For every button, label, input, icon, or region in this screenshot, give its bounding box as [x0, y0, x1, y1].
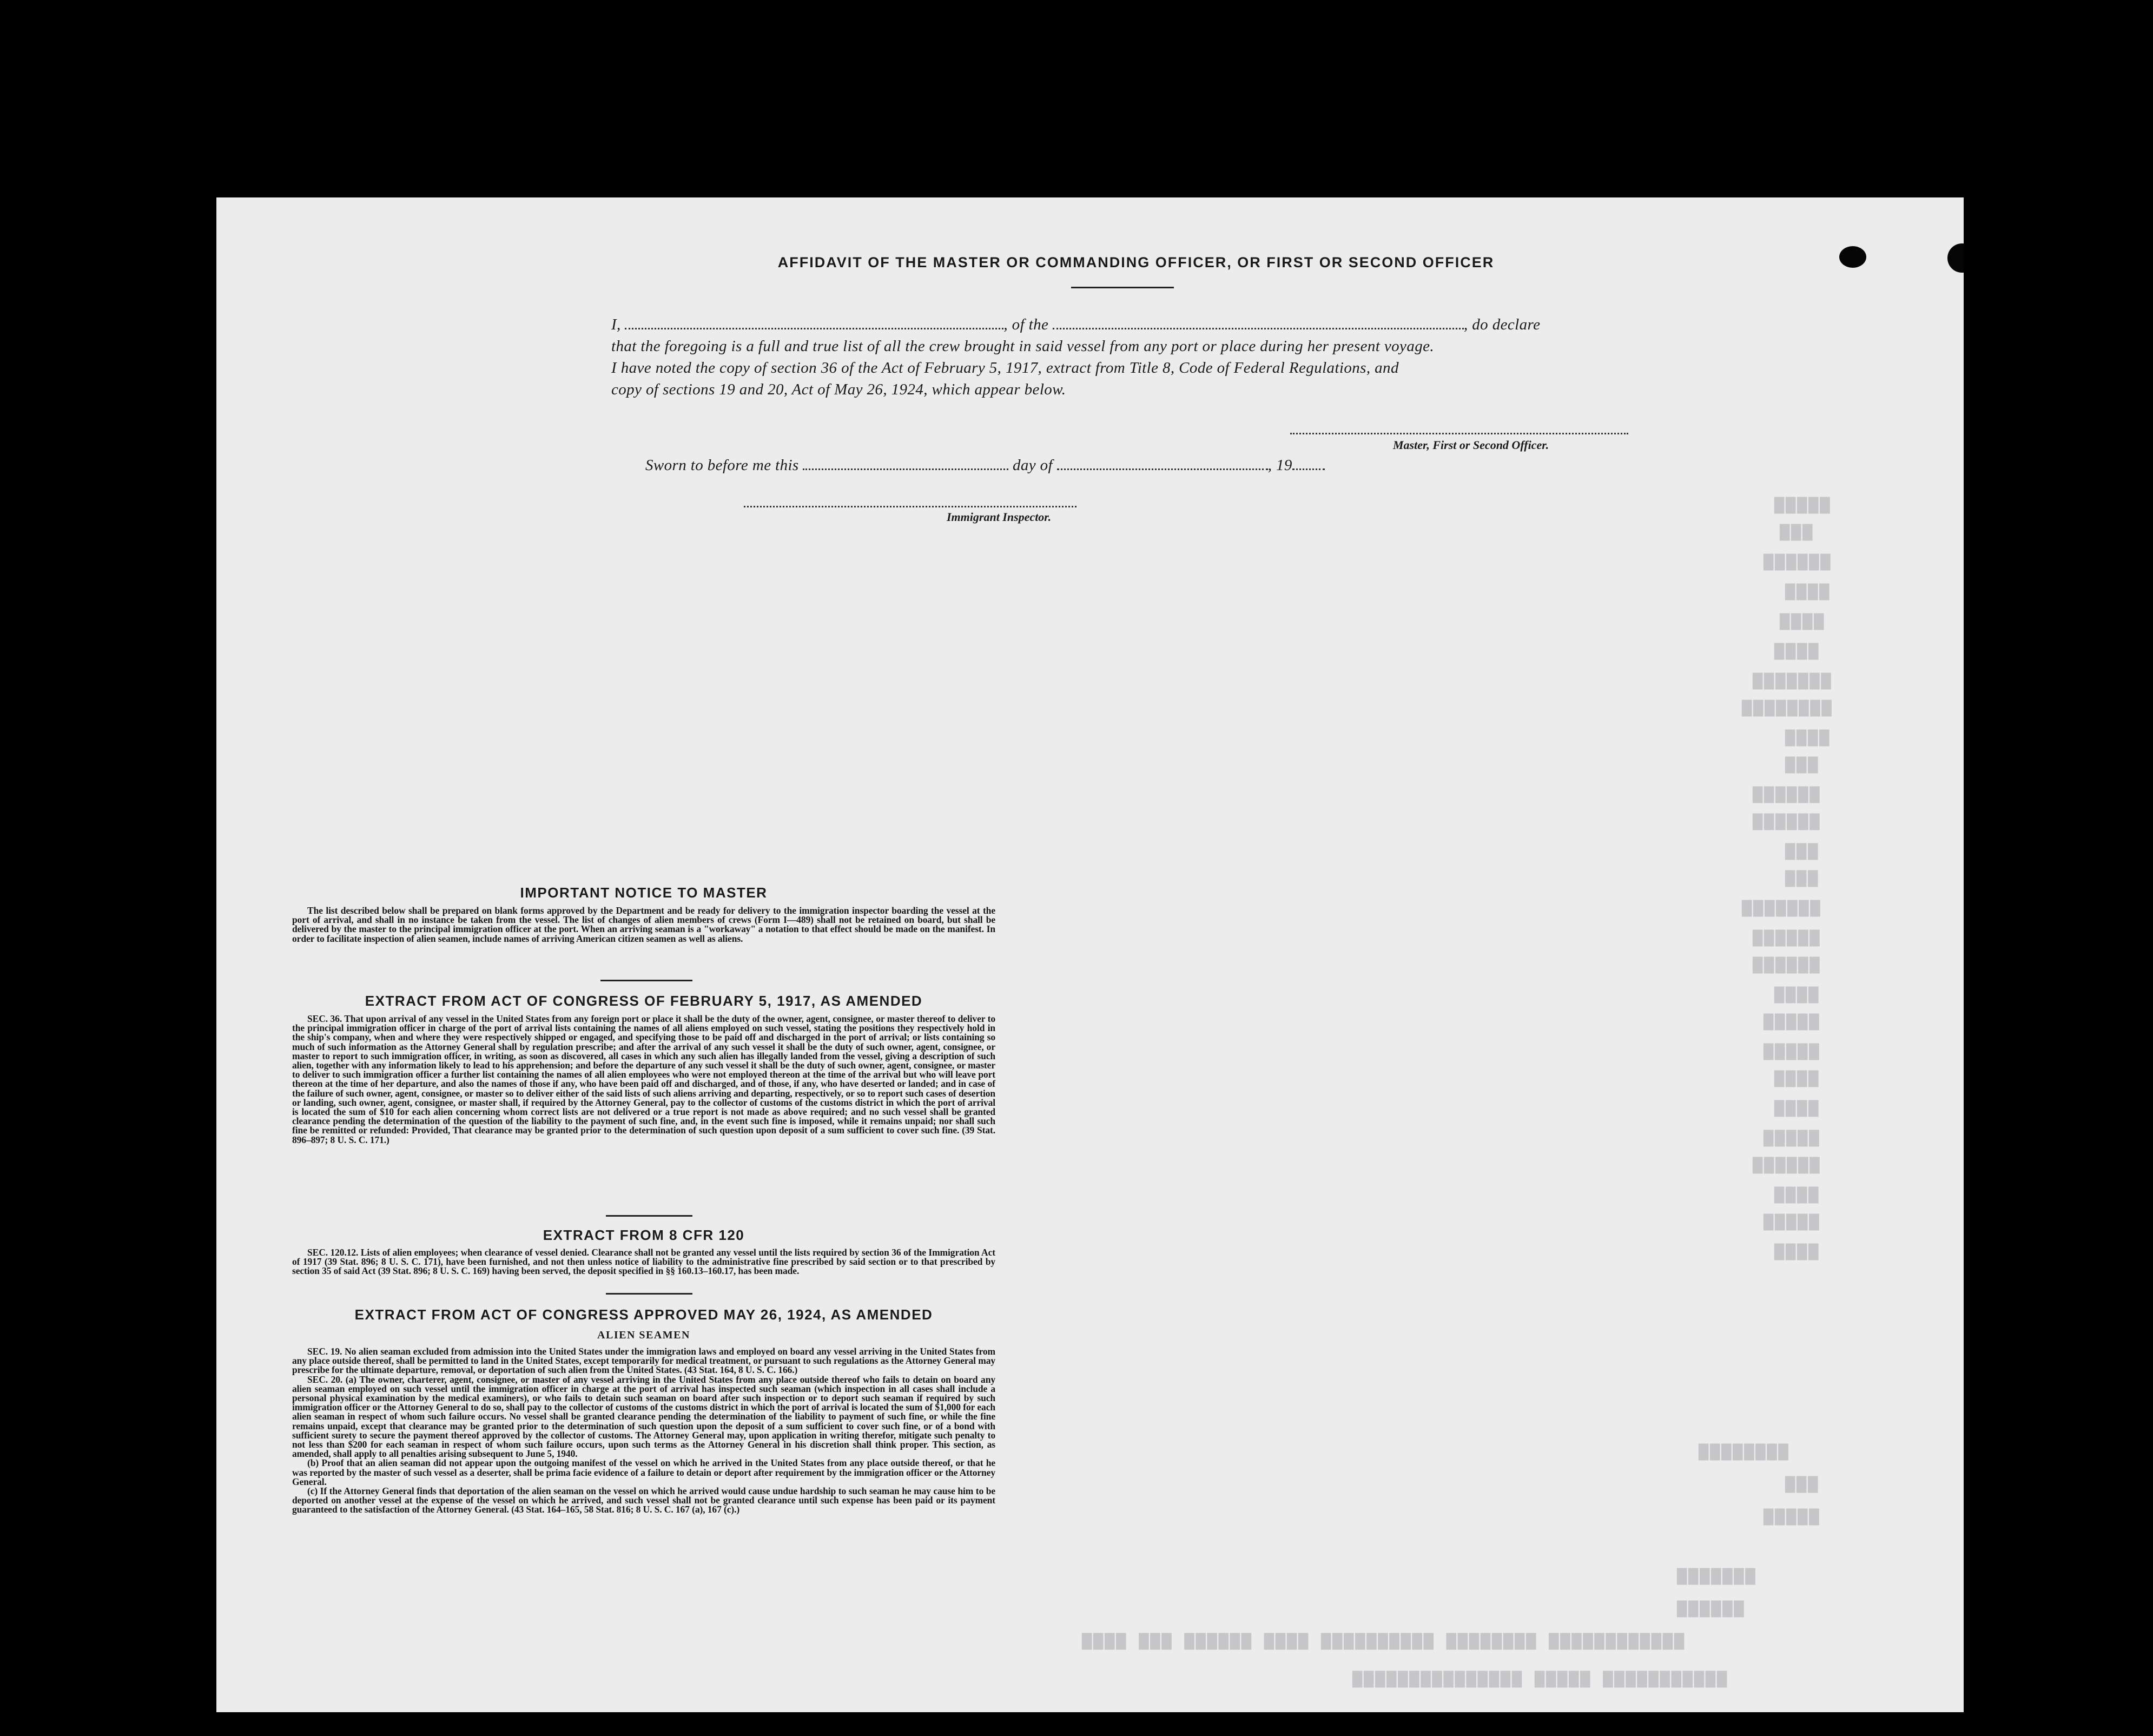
inspector-caption: Immigrant Inspector. — [947, 510, 1052, 524]
sworn-day: day of — [1012, 457, 1053, 474]
sworn-prefix: Sworn to before me this — [645, 457, 799, 474]
extract-1917-rule — [606, 1215, 692, 1217]
vessel-blank — [1053, 316, 1464, 329]
affidavit-title: AFFIDAVIT OF THE MASTER OR COMMANDING OFFICER, OR FIRST OR SECOND OFFICER — [777, 254, 1495, 270]
affidavit-i: I, — [611, 316, 621, 333]
section-19: SEC. 19. No alien seaman excluded from admission into the United States under the immigration laws and employed on board any vessel arriving in the United States from any place outside thereof, shall be permitted to land in the United States, except temporarily for medical treatment, or pursuant to such regulations as the Attorney General may prescribe for the ultimate departure, removal, or deportation of such alien from the United States. (43 Stat. 164, 8 U. S. C. 166.) — [292, 1346, 995, 1376]
sworn-line — [645, 454, 1325, 476]
section-20c: (c) If the Attorney General finds that deportation of the alien seaman on the vessel on which he arrived would cause undue hardship to such seaman he may cause him to be deported on another vessel at the expense of the vessel on which he arrived, and such vessel shall not be granted clearance until such expense has been paid or its payment guaranteed to the satisfaction of the Attorney General. (43 Stat. 164–165, 58 Stat. 816; 8 U. S. C. 167 (a), 167 (c).) — [292, 1486, 995, 1515]
document-page: ▇▇▇▇▇ ▇▇▇ ▇▇▇▇▇▇ ▇▇▇▇ ▇▇▇▇ ▇▇▇▇ ▇▇▇▇▇▇▇ ▇▇▇▇▇▇▇▇ ▇▇▇▇ ▇▇▇ ▇▇▇▇▇▇ ▇▇▇▇▇▇ ▇▇▇ ▇▇▇ ▇▇▇▇▇▇▇ ▇▇▇▇▇▇ ▇▇▇▇▇▇ ▇▇▇▇ ▇▇▇▇▇ ▇▇▇▇▇ ▇▇▇▇ ▇▇▇▇ ▇▇▇▇▇ ▇▇▇▇▇▇ ▇▇▇▇ ▇▇▇▇▇ ▇▇▇▇ ▇▇▇▇▇▇▇▇ ▇▇▇ ▇▇▇▇▇ ▇▇▇▇▇▇▇ ▇▇▇▇▇▇ ▇▇▇▇ ▇▇▇ ▇▇▇▇▇▇ ▇▇▇▇ ▇▇▇▇▇▇▇▇▇▇ ▇▇▇▇▇▇▇▇ ▇▇▇▇▇▇▇▇▇▇▇▇ ▇▇▇▇▇▇▇▇▇▇▇▇▇▇▇ ▇▇▇▇▇ ▇▇▇▇▇▇▇▇▇▇▇ AFFIDAVIT OF THE MASTER OR COMMANDING OFFICER, OR FIRST OR SECOND OFFICER I, , of the , do declare that the foregoing is a full and true list of all the crew brought in said vessel from any port or place during her present voyage. I have noted the copy of section 36 of the Act of February 5, 1917, extract from Title 8, Code of Federal Regulations, and copy of sections 19 and 20, Act of May 26, 1924, which appear below. Master, First or Second Officer. Sworn to before me this day of , 19 Immigrant Inspector. IMPORTANT NOTICE TO MASTER The list described below shall be prepared on blank forms approved by the Department and be ready for delivery to the immigration inspector boarding the vessel at the port of arrival, and shall in no instance be taken from the vessel. The list of changes of alien members of crews (Form I—489) shall not be retained on board, but shall be delivered by the master to the principal immigration officer at the port. When an arriving seaman is a "workaway" a notation to that effect should be made on the manifest. In order to facilitate inspection of alien seamen, include names of arriving American citizen seamen as well as aliens. EXTRACT FROM ACT OF CONGRESS OF FEBRUARY 5, 1917, AS AMENDED SEC. 36. That upon arrival of any vessel in the United States from any foreign port or place it shall be the duty of the owner, agent, consignee, or master thereof to deliver to the principal immigration officer in charge of the port of arrival lists containing the names of all aliens employed on such vessel, stating the positions they respectively hold in the ship's company, when and where they were respectively shipped or engaged, and specifying those to be paid off and discharged in the port of arrival; or lists containing so much of such information as the Attorney General shall by regulation prescribe; and after the arrival of any such vessel it shall be the duty of such owner, agent, consignee, or master to report to such immigration officer, in writing, as soon as discovered, all cases in which any such alien has illegally landed from the vessel, giving a description of such alien, together with any information likely to lead to his apprehension; and before the departure of any such vessel it shall be the duty of such owner, agent, consignee, or master to deliver to such immigration officer a further list containing the names of all alien employees who were not employed thereon at the time of the arrival but who will leave port thereon at the time of her departure, and also the names of those if any, who have been paid off and discharged, and of those, if any, who have deserted or landed; and in case of the failure of such owner, agent, consignee, or master so to deliver either of the said lists of such aliens arriving and departing, respectively, or so to report such cases of desertion or landing, such owner, agent, consignee, or master shall, if required by the Attorney General, pay to the collector of customs of the customs district in which the port of arrival is located the sum of $10 for each alien concerning whom correct lists are not delivered or a true report is not made as above required; and no such vessel shall be granted clearance pending the determination of the question of the liability to the payment of such fine, and, in the event such fine is imposed, while it remains unpaid; nor shall such fine be remitted or refunded: Provided, That clearance may be granted prior to the determination of such question upon deposit of a sum sufficient to cover such fine. (39 Stat. 896–897; 8 U. S. C. 171.) EXTRACT FROM 8 CFR 120 SEC. 120.12. Lists of alien employees; when clearance of vessel denied. Clearance shall not be granted any vessel until the lists required by section 36 of the Immigration Act of 1917 (39 Stat. 896; 8 U. S. C. 171), have been furnished, and not then unless notice of liability to the administrative fine prescribed by said section or to that prescribed by section 35 of said Act (39 Stat. 896; 8 U. S. C. 169) having been served, the deposit specified in §§ 160.13–160.17, has been made. EXTRACT FROM ACT OF CONGRESS APPROVED MAY 26, 1924, AS AMENDED ALIEN SEAMEN SEC. 19. No alien seaman excluded from admission into the United States under the immigration laws and employed on board any vessel arriving in the United States from any place outside thereof, shall be permitted to land in the United States, except temporarily for medical treatment, or pursuant to such regulations as the Attorney General may prescribe for the ultimate departure, removal, or deportation of such alien from the United States. (43 Stat. 164, 8 U. S. C. 166.) SEC. 20. (a) The owner, charterer, agent, consignee, or master of any vessel arriving in the United States from any place outside thereof who fails to detain on board any alien seaman employed on such vessel until the immigration officer in charge at the port of arrival has inspected such seaman (which inspection in all cases shall include a personal physical examination by the medical examiners), or who fails to detain such seaman on board after such inspection or to deport such seaman if required by such immigration officer or the Attorney General to do so, shall pay to the collector of customs of the customs district in which the port of arrival is located the sum of $1,000 for each alien seaman in respect of whom such failure occurs. No vessel shall be granted clearance pending the determination of the liability to payment of such fine, or while the fine remains unpaid, except that clearance may be granted prior to the determination of such question upon the deposit of a sum sufficient to cover such fine, or of a bond with sufficient surety to secure the payment thereof approved by the collector of customs. The Attorney General may, upon application in writing therefor, mitigate such penalty to not less than $200 for each seaman in respect of whom such failure occurs, upon such terms as the Attorney General in his discretion shall think proper. This section, as amended, shall apply to all penalties arising subsequent to June 5, 1940. (b) Proof that an alien seaman did not appear upon the outgoing manifest of the vessel on which he arrived in the United States from any place outside thereof, or that he was reported by the master of such vessel as a deserter, shall be prima facie evidence of a failure to detain or deport after requirement by the immigration officer or the Attorney General. (c) If the Attorney General finds that deportation of the alien seaman on the vessel on which he arrived would cause undue hardship to such seaman he may cause him to be deported on another vessel at the expense of the vessel on which he arrived, and such vessel shall not be granted clearance until such expense has been paid or its payment guaranteed to the satisfaction of the Attorney General. (43 Stat. 164–165, 58 Stat. 816; 8 U. S. C. 167 (a), 167 (c).) — [216, 197, 1964, 1712]
notice-rule — [600, 980, 692, 981]
master-signature-line — [1290, 421, 1628, 434]
affidavit-line-3: I have noted the copy of section 36 of the Act of February 5, 1917, extract from Title 8, Code of Federal Regulations, and — [611, 359, 1399, 377]
extract-1924-text — [292, 1347, 995, 1515]
affidavit-of-the: , of the — [1003, 316, 1049, 333]
sworn-day-blank — [803, 457, 1008, 470]
inspector-signature-line — [744, 494, 1076, 507]
extract-1917-title: EXTRACT FROM ACT OF CONGRESS OF FEBRUARY 5, 1917, AS AMENDED — [365, 993, 923, 1009]
sworn-year-blank — [1292, 457, 1325, 470]
affidavit-line-2: that the foregoing is a full and true list of all the crew brought in said vessel from any port or place during her present voyage. — [611, 338, 1435, 355]
affidavit-line-4: copy of sections 19 and 20, Act of May 26, 1924, which appear below. — [611, 381, 1066, 398]
sworn-month-blank — [1057, 457, 1268, 470]
affidavit-line-1 — [611, 314, 1540, 335]
extract-1924-title: EXTRACT FROM ACT OF CONGRESS APPROVED MAY 26, 1924, AS AMENDED — [354, 1306, 933, 1323]
notice-title: IMPORTANT NOTICE TO MASTER — [520, 884, 768, 901]
extract-cfr-title: EXTRACT FROM 8 CFR 120 — [543, 1227, 745, 1243]
extract-cfr-rule — [606, 1293, 692, 1295]
affidavit-declare: , do declare — [1463, 316, 1541, 333]
extract-1924-subtitle: ALIEN SEAMEN — [597, 1329, 690, 1341]
punch-hole — [1947, 243, 1964, 273]
notice-text: The list described below shall be prepared on blank forms approved by the Department and be ready for delivery to the immigration inspector boarding the vessel at the port of arrival, and shall in no instance be taken from the vessel. The list of changes of alien members of crews (Form I—489) shall not be retained on board, but shall be delivered by the master to the principal immigration officer at the port. When an arriving seaman is a "workaway" a notation to that effect should be made on the manifest. In order to facilitate inspection of alien seamen, include names of arriving American citizen seamen as well as aliens. — [292, 905, 995, 944]
section-20a: SEC. 20. (a) The owner, charterer, agent, consignee, or master of any vessel arriving in the United States from any place outside thereof who fails to detain on board any alien seaman employed on such vessel until the immigration officer in charge at the port of arrival has inspected such seaman (which inspection in all cases shall include a personal physical examination by the medical examiners), or who fails to detain such seaman on board after such inspection or to deport such seaman if required by such immigration officer or the Attorney General to do so, shall pay to the collector of customs of the customs district in which the port of arrival is located the sum of $1,000 for each alien seaman in respect of whom such failure occurs. No vessel shall be granted clearance pending the determination of the liability to payment of such fine, or while the fine remains unpaid, except that clearance may be granted prior to the determination of such question upon the deposit of a sum sufficient to cover such fine, or of a bond with sufficient surety to secure the payment thereof approved by the collector of customs. The Attorney General may, upon application in writing therefor, mitigate such penalty to not less than $200 for each seaman in respect of whom such failure occurs, upon such terms as the Attorney General in his discretion shall think proper. This section, as amended, shall apply to all penalties arising subsequent to June 5, 1940. — [292, 1374, 995, 1460]
extract-1917-text: SEC. 36. That upon arrival of any vessel in the United States from any foreign port or place it shall be the duty of the owner, agent, consignee, or master thereof to deliver to the principal immigration officer in charge of the port of arrival lists containing the names of all aliens employed on such vessel, stating the positions they respectively hold in the ship's company, when and where they were respectively shipped or engaged, and specifying those to be paid off and discharged in the port of arrival; or lists containing so much of such information as the Attorney General shall by regulation prescribe; and after the arrival of any such vessel it shall be the duty of such owner, agent, consignee, or master to report to such immigration officer, in writing, as soon as discovered, all cases in which any such alien has illegally landed from the vessel, giving a description of such alien, together with any information likely to lead to his apprehension; and before the departure of any such vessel it shall be the duty of such owner, agent, consignee, or master to deliver to such immigration officer a further list containing the names of all alien employees who were not employed thereon at the time of the arrival but who will leave port thereon at the time of her departure, and also the names of those if any, who have been paid off and discharged, and of those, if any, who have deserted or landed; and in case of the failure of such owner, agent, consignee, or master so to deliver either of the said lists of such aliens arriving and departing, respectively, or so to report such cases of desertion or landing, such owner, agent, consignee, or master shall, if required by the Attorney General, pay to the collector of customs of the customs district in which the port of arrival is located the sum of $10 for each alien concerning whom correct lists are not delivered or a true report is not made as above required; and no such vessel shall be granted clearance pending the determination of the question of the liability to the payment of such fine, and, in the event such fine is imposed, while it remains unpaid; nor shall such fine be remitted or refunded: Provided, That clearance may be granted prior to the determination of such question upon deposit of a sum sufficient to cover such fine. (39 Stat. 896–897; 8 U. S. C. 171.) — [292, 1013, 995, 1145]
name-blank — [625, 316, 1003, 329]
title-rule — [1071, 287, 1174, 288]
sworn-year: , 19 — [1267, 457, 1292, 474]
section-20b: (b) Proof that an alien seaman did not appear upon the outgoing manifest of the vessel on which he arrived in the United States from any place outside thereof, or that he was reported by the master of such vessel as a deserter, shall be prima facie evidence of a failure to detain or deport after requirement by the immigration officer or the Attorney General. — [292, 1457, 995, 1487]
punch-hole — [1839, 246, 1866, 268]
extract-cfr-text: SEC. 120.12. Lists of alien employees; when clearance of vessel denied. Clearance shall not be granted any vessel until the lists required by section 36 of the Immigration Act of 1917 (39 Stat. 896; 8 U. S. C. 171), have been furnished, and not then unless notice of liability to the administrative fine prescribed by said section or to that prescribed by section 35 of said Act (39 Stat. 896; 8 U. S. C. 169) having been served, the deposit specified in §§ 160.13–160.17, has been made. — [292, 1247, 995, 1277]
master-caption: Master, First or Second Officer. — [1393, 438, 1549, 452]
